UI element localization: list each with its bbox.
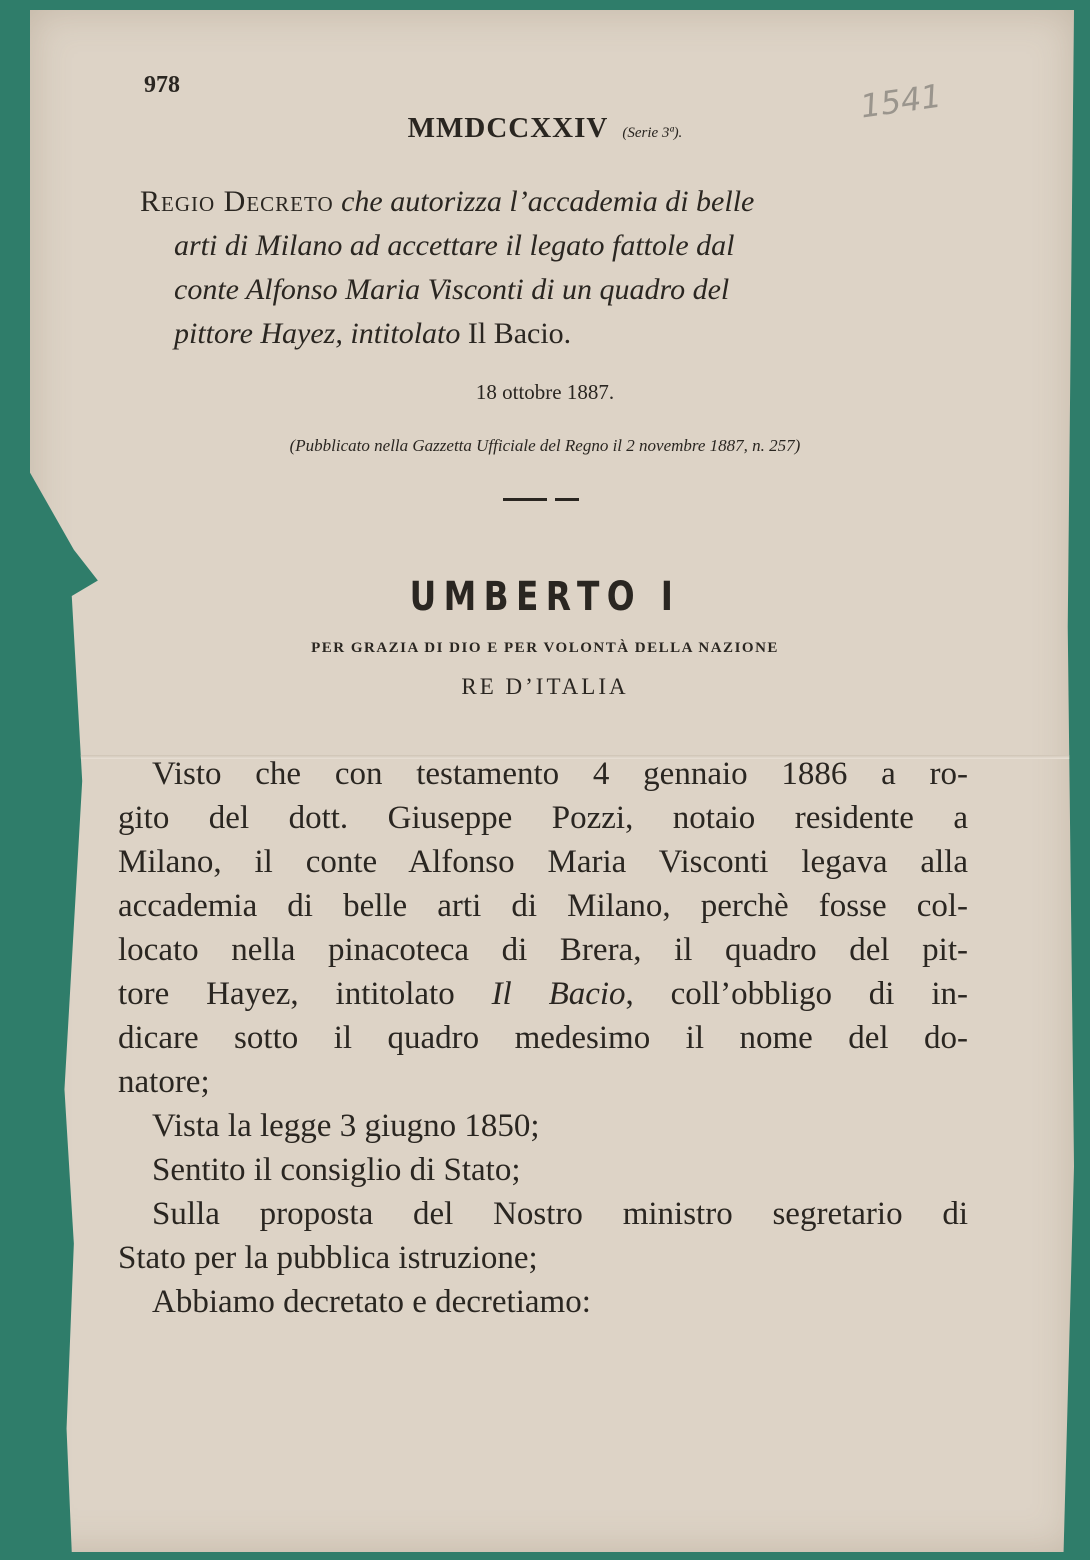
title-line-2: arti di Milano ad accettare il legato fattole dal: [174, 229, 735, 262]
separator-gap: [547, 498, 555, 501]
separator-rule: [503, 498, 579, 501]
decree-number-line: [0, 112, 1090, 145]
decree-number: MMDCCXXIV: [407, 112, 609, 144]
painting-title-italic: Il Bacio: [491, 976, 626, 1012]
title-line-4: [140, 312, 960, 356]
body-line: gito del dott. Giuseppe Pozzi, notaio residente a: [118, 800, 968, 836]
title-line-1: [140, 180, 960, 224]
title-line-3: conte Alfonso Maria Visconti di un quadro del: [174, 273, 730, 306]
body-line: Sulla proposta del Nostro ministro segretario di: [152, 1196, 968, 1232]
body-text: tore Hayez, intitolato: [118, 976, 455, 1012]
page-number: 978: [144, 72, 180, 98]
king-title: RE D’ITALIA: [461, 674, 629, 699]
body-text: , coll’obbligo di in-: [625, 976, 968, 1012]
body-line: accademia di belle arti di Milano, perchè fosse col-: [118, 888, 968, 924]
handwritten-note: 1541: [857, 76, 944, 126]
painting-name: Il Bacio.: [467, 317, 572, 350]
body-line: Vista la legge 3 giugno 1850;: [152, 1108, 540, 1144]
body-line: [118, 972, 968, 1016]
body-line: Stato per la pubblica istruzione;: [118, 1240, 538, 1276]
title-text-4: pittore Hayez, intitolato: [174, 317, 461, 350]
body-line: natore;: [118, 1064, 210, 1100]
publication-note: (Pubblicato nella Gazzetta Ufficiale del Regno il 2 novembre 1887, n. 257): [289, 436, 801, 455]
decree-body: [118, 752, 968, 1324]
body-line: Sentito il consiglio di Stato;: [152, 1152, 521, 1188]
body-line: Milano, il conte Alfonso Maria Visconti legava alla: [118, 844, 968, 880]
title-label: Regio Decreto: [140, 185, 334, 218]
body-line: Visto che con testamento 4 gennaio 1886 a ro-: [152, 756, 968, 792]
by-grace-line: PER GRAZIA DI DIO E PER VOLONTÀ DELLA NAZIONE: [311, 640, 779, 656]
body-line: locato nella pinacoteca di Brera, il quadro del pit-: [118, 932, 968, 968]
decree-title: [140, 180, 960, 356]
title-text-1: che autorizza l’accademia di belle: [341, 185, 755, 218]
king-name: UMBERTO I: [409, 574, 681, 620]
decree-date: 18 ottobre 1887.: [475, 380, 615, 404]
series-note: (Serie 3ª).: [622, 125, 683, 141]
body-line: dicare sotto il quadro medesimo il nome del do-: [118, 1020, 968, 1056]
body-line: Abbiamo decretato e decretiamo:: [152, 1284, 591, 1320]
